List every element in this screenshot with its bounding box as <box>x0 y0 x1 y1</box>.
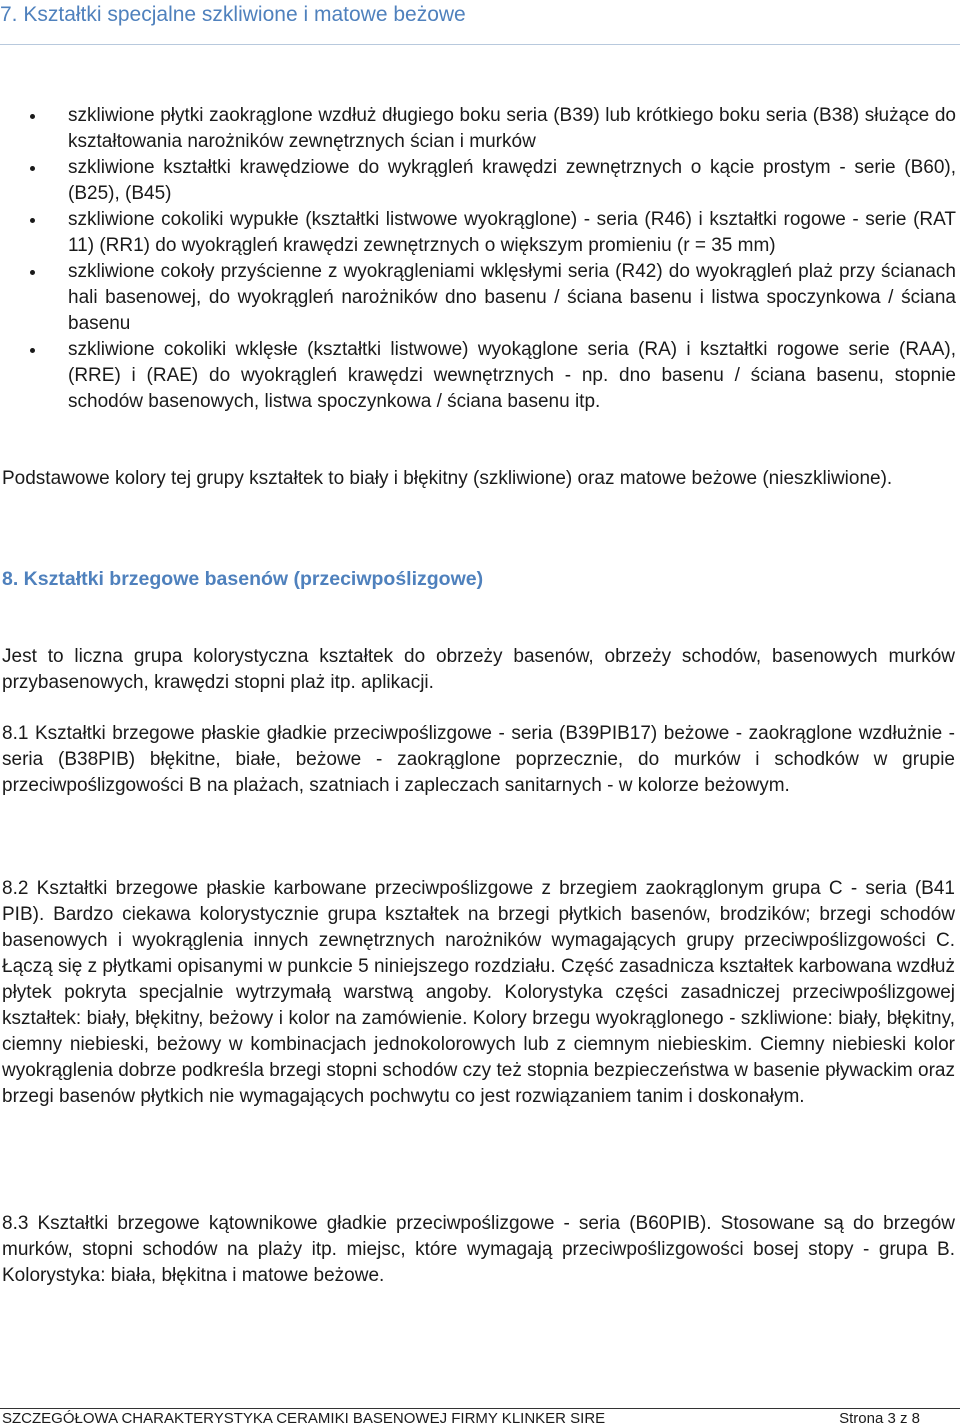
colors-paragraph: Podstawowe kolory tej grupy kształtek to biały i błękitny (szkliwione) oraz matowe beżowe (nieszkliwione). <box>2 468 893 489</box>
section-8-2-paragraph: 8.2 Kształtki brzegowe płaskie karbowane przeciwpoślizgowe z brzegiem zaokrąglonym grupa C - seria (B41 PIB). Bardzo ciekawa kolorystycznie grupa kształtek na brzegi płytkich basenów, brodzików; brzegi schodów basenowych i wyokrąglenia innych zewnętrznych narożników wymagających grupy przeciwpoślizgowości C. Łączą się z płytkami opisanymi w punkcie 5 niniejszego rozdziału. Część zasadnicza kształtek karbowana wzdłuż płytek pokryta specjalnie wytrzymałą warstwą angoby. Kolorystyka części zasadniczej przeciwpoślizgowej kształtek: biały, błękitny, beżowy i kolor na zamówienie. Kolory brzegu wyokrąglonego - szkliwione: biały, błękitny, ciemny niebieski, beżowy w kombinacjach jednokolorowych lub z ciemnym niebieskim. Ciemny niebieski kolor wyokrąglenia dobrze podkreśla brzegi stopni schodów czy też stopnia bezpieczeństwa w basenie pływackim oraz brzegi basenów płytkich nie wymagających pochwytu co jest rozwiązaniem tanim i doskonałym. <box>2 878 955 1107</box>
section-8-1-paragraph: 8.1 Kształtki brzegowe płaskie gładkie przeciwpoślizgowe - seria (B39PIB17) beżowe - zaokrąglone wzdłużnie - seria (B38PIB) błękitne, białe, beżowe - zaokrąglone poprzecznie, do murków i schodków w grupie przeciwpoślizgowości B na plażach, szatniach i zapleczach sanitarnych - w kolorze beżowym. <box>2 723 955 796</box>
bullet-item: szkliwione cokoliki wklęsłe (kształtki listwowe) wyokąglone seria (RA) i kształtki rogowe serie (RAA), (RRE) i (RAE) do wyokrągleń krawędzi wewnętrznych - np. dno basenu / ściana basenu, stopnie schodów basenowych, listwa spoczynkowa / ściana basenu itp. <box>30 337 956 415</box>
section-8-intro-paragraph: Jest to liczna grupa kolorystyczna kształtek do obrzeży basenów, obrzeży schodów, basenowych murków przybasenowych, krawędzi stopni plaż itp. aplikacji. <box>2 646 955 693</box>
footer-page-number: Strona 3 z 8 <box>839 1410 920 1427</box>
bullet-item: szkliwione płytki zaokrąglone wzdłuż długiego boku seria (B39) lub krótkiego boku seria (B38) służące do kształtowania narożników zewnętrznych ścian i murków <box>30 103 956 155</box>
footer-divider <box>0 1408 960 1409</box>
section-7-heading: 7. Kształtki specjalne szkliwione i matowe beżowe <box>0 3 466 26</box>
section-8-heading: 8. Kształtki brzegowe basenów (przeciwpoślizgowe) <box>2 568 484 590</box>
bullet-item: szkliwione cokoły przyścienne z wyokrągleniami wklęsłymi seria (R42) do wyokrągleń plaż przy ścianach hali basenowej, do wyokrągleń narożników dno basenu / ściana basenu i listwa spoczynkowa / ściana basenu <box>30 259 956 337</box>
bullet-item: szkliwione kształtki krawędziowe do wykrągleń krawędzi zewnętrznych o kącie prostym - serie (B60), (B25), (B45) <box>30 155 956 207</box>
section-7-bullet-list <box>30 103 956 415</box>
heading-divider <box>0 44 960 45</box>
footer-document-title: SZCZEGÓŁOWA CHARAKTERYSTYKA CERAMIKI BASENOWEJ FIRMY KLINKER SIRE <box>2 1410 606 1427</box>
bullet-item: szkliwione cokoliki wypukłe (kształtki listwowe wyokrąglone) - seria (R46) i kształtki rogowe - serie (RAT 11) (RR1) do wyokrągleń krawędzi zewnętrznych o większym promieniu (r = 35 mm) <box>30 207 956 259</box>
section-8-3-paragraph: 8.3 Kształtki brzegowe kątownikowe gładkie przeciwpoślizgowe - seria (B60PIB). Stosowane są do brzegów murków, stopni schodów na plaży itp. miejsc, które wymagają przeciwpoślizgowości bosej stopy - grupa B. Kolorystyka: biała, błękitna i matowe beżowe. <box>2 1213 955 1286</box>
